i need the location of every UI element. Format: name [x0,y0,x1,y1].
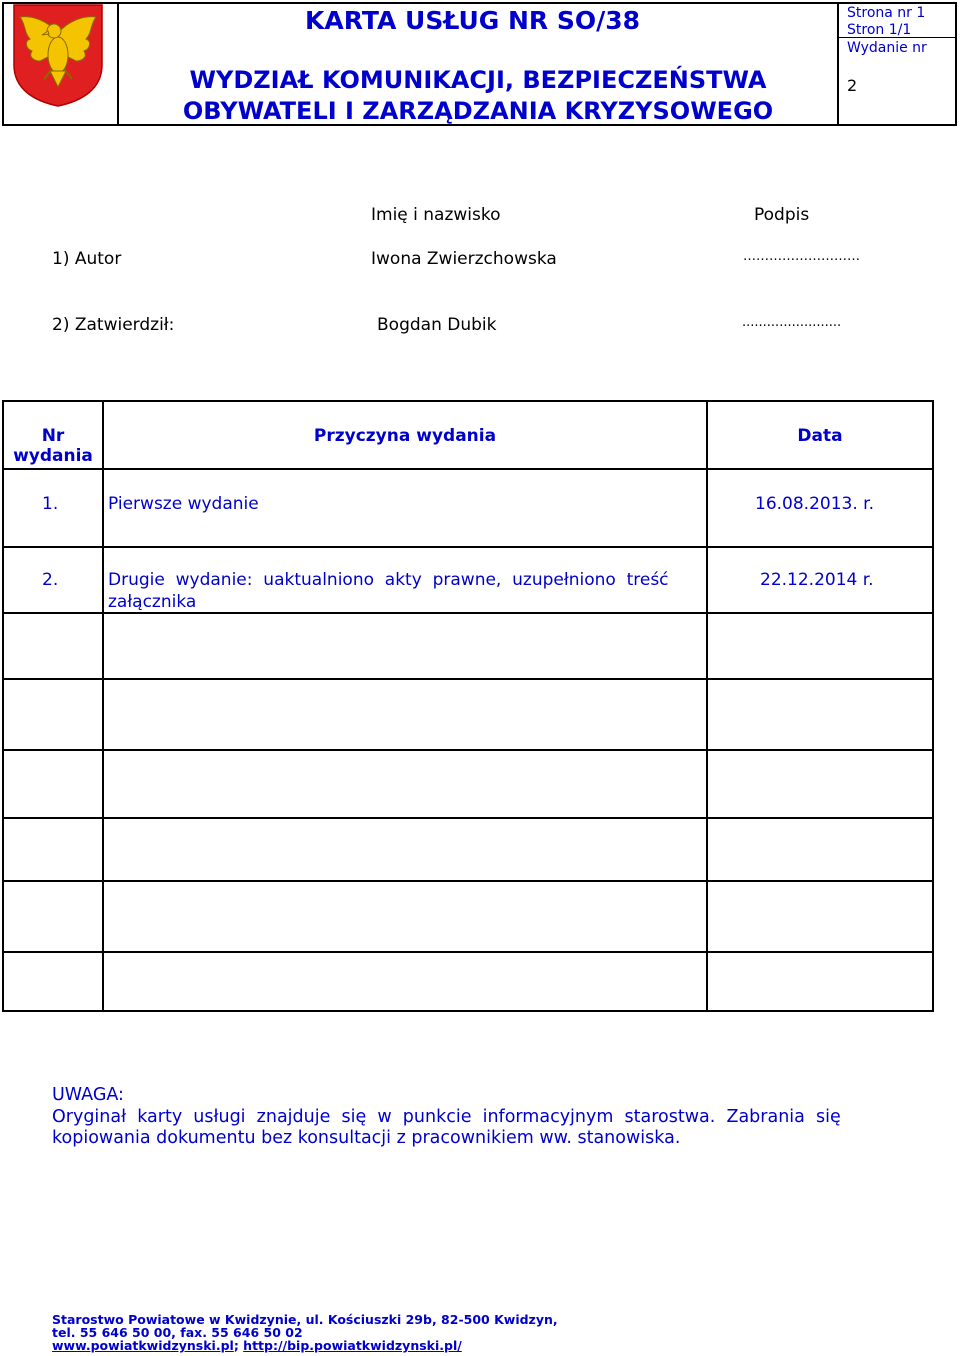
table-row-divider [2,468,934,470]
table-header-nr [4,426,102,466]
department-name-line1: WYDZIAŁ KOMUNIKACJI, BEZPIECZEŃSTWA [189,66,767,94]
editions-table [2,400,934,1012]
author-signature: ……………………… [743,249,860,264]
notice-line1: Oryginał karty usługi znajduje się w punkcie informacyjnym starostwa. Zabrania się [52,1107,841,1127]
eagle-coat-of-arms-icon [12,3,104,107]
author-name: Iwona Zwierzchowska [371,249,557,269]
name-column-header: Imię i nazwisko [371,205,501,225]
table-row-divider [2,749,934,751]
table-row-divider [2,678,934,680]
notice-title: UWAGA: [52,1085,124,1105]
author-label: 1) Autor [52,249,122,269]
website-link[interactable]: www.powiatkwidzynski.pl [52,1338,234,1353]
page-count: Stron 1/1 [847,22,912,38]
edition-number: 2 [847,76,858,95]
table-row-divider [2,880,934,882]
department-name-line2: OBYWATELI I ZARZĄDZANIA KRYZYSOWEGO [182,97,774,125]
table-cell-reason-line1: Drugie wydanie: uaktualniono akty prawne, uzupełniono treść [108,570,669,590]
table-cell-date: 16.08.2013. r. [755,494,874,514]
table-row-divider [2,817,934,819]
footer-links [52,1338,462,1353]
table-column-divider [706,400,708,1012]
table-row-divider [2,546,934,548]
bip-link[interactable]: http://bip.powiatkwidzynski.pl/ [243,1338,462,1353]
signature-column-header: Podpis [754,205,810,225]
edition-label: Wydanie nr [847,40,927,56]
table-cell-reason: Pierwsze wydanie [108,494,259,514]
table-cell-date: 22.12.2014 r. [760,570,874,590]
table-row-divider [2,951,934,953]
approver-name: Bogdan Dubik [377,315,497,335]
table-cell-nr: 1. [42,494,59,514]
table-row-divider [2,612,934,614]
table-cell-reason-line2: załącznika [108,592,197,612]
footer-separator: ; [233,1338,244,1353]
table-cell-nr: 2. [42,570,59,590]
table-column-divider [102,400,104,1012]
table-header-date: Data [797,426,843,446]
footer-phone: tel. 55 646 50 00, fax. 55 646 50 02 [52,1325,303,1340]
approver-label: 2) Zatwierdził: [52,315,175,335]
table-header-nr-line1: Nr [41,426,65,446]
table-header-nr-line2: wydania [13,446,93,466]
approver-signature: ........................ [742,315,842,330]
header-divider [837,2,839,126]
page-title: KARTA USŁUG NR SO/38 [305,6,641,35]
footer-address: Starostwo Powiatowe w Kwidzynie, ul. Kościuszki 29b, 82-500 Kwidzyn, [52,1312,558,1327]
notice-line2: kopiowania dokumentu bez konsultacji z pracownikiem ww. stanowiska. [52,1128,681,1148]
page-number: Strona nr 1 [847,5,926,21]
table-header-reason: Przyczyna wydania [313,426,497,446]
